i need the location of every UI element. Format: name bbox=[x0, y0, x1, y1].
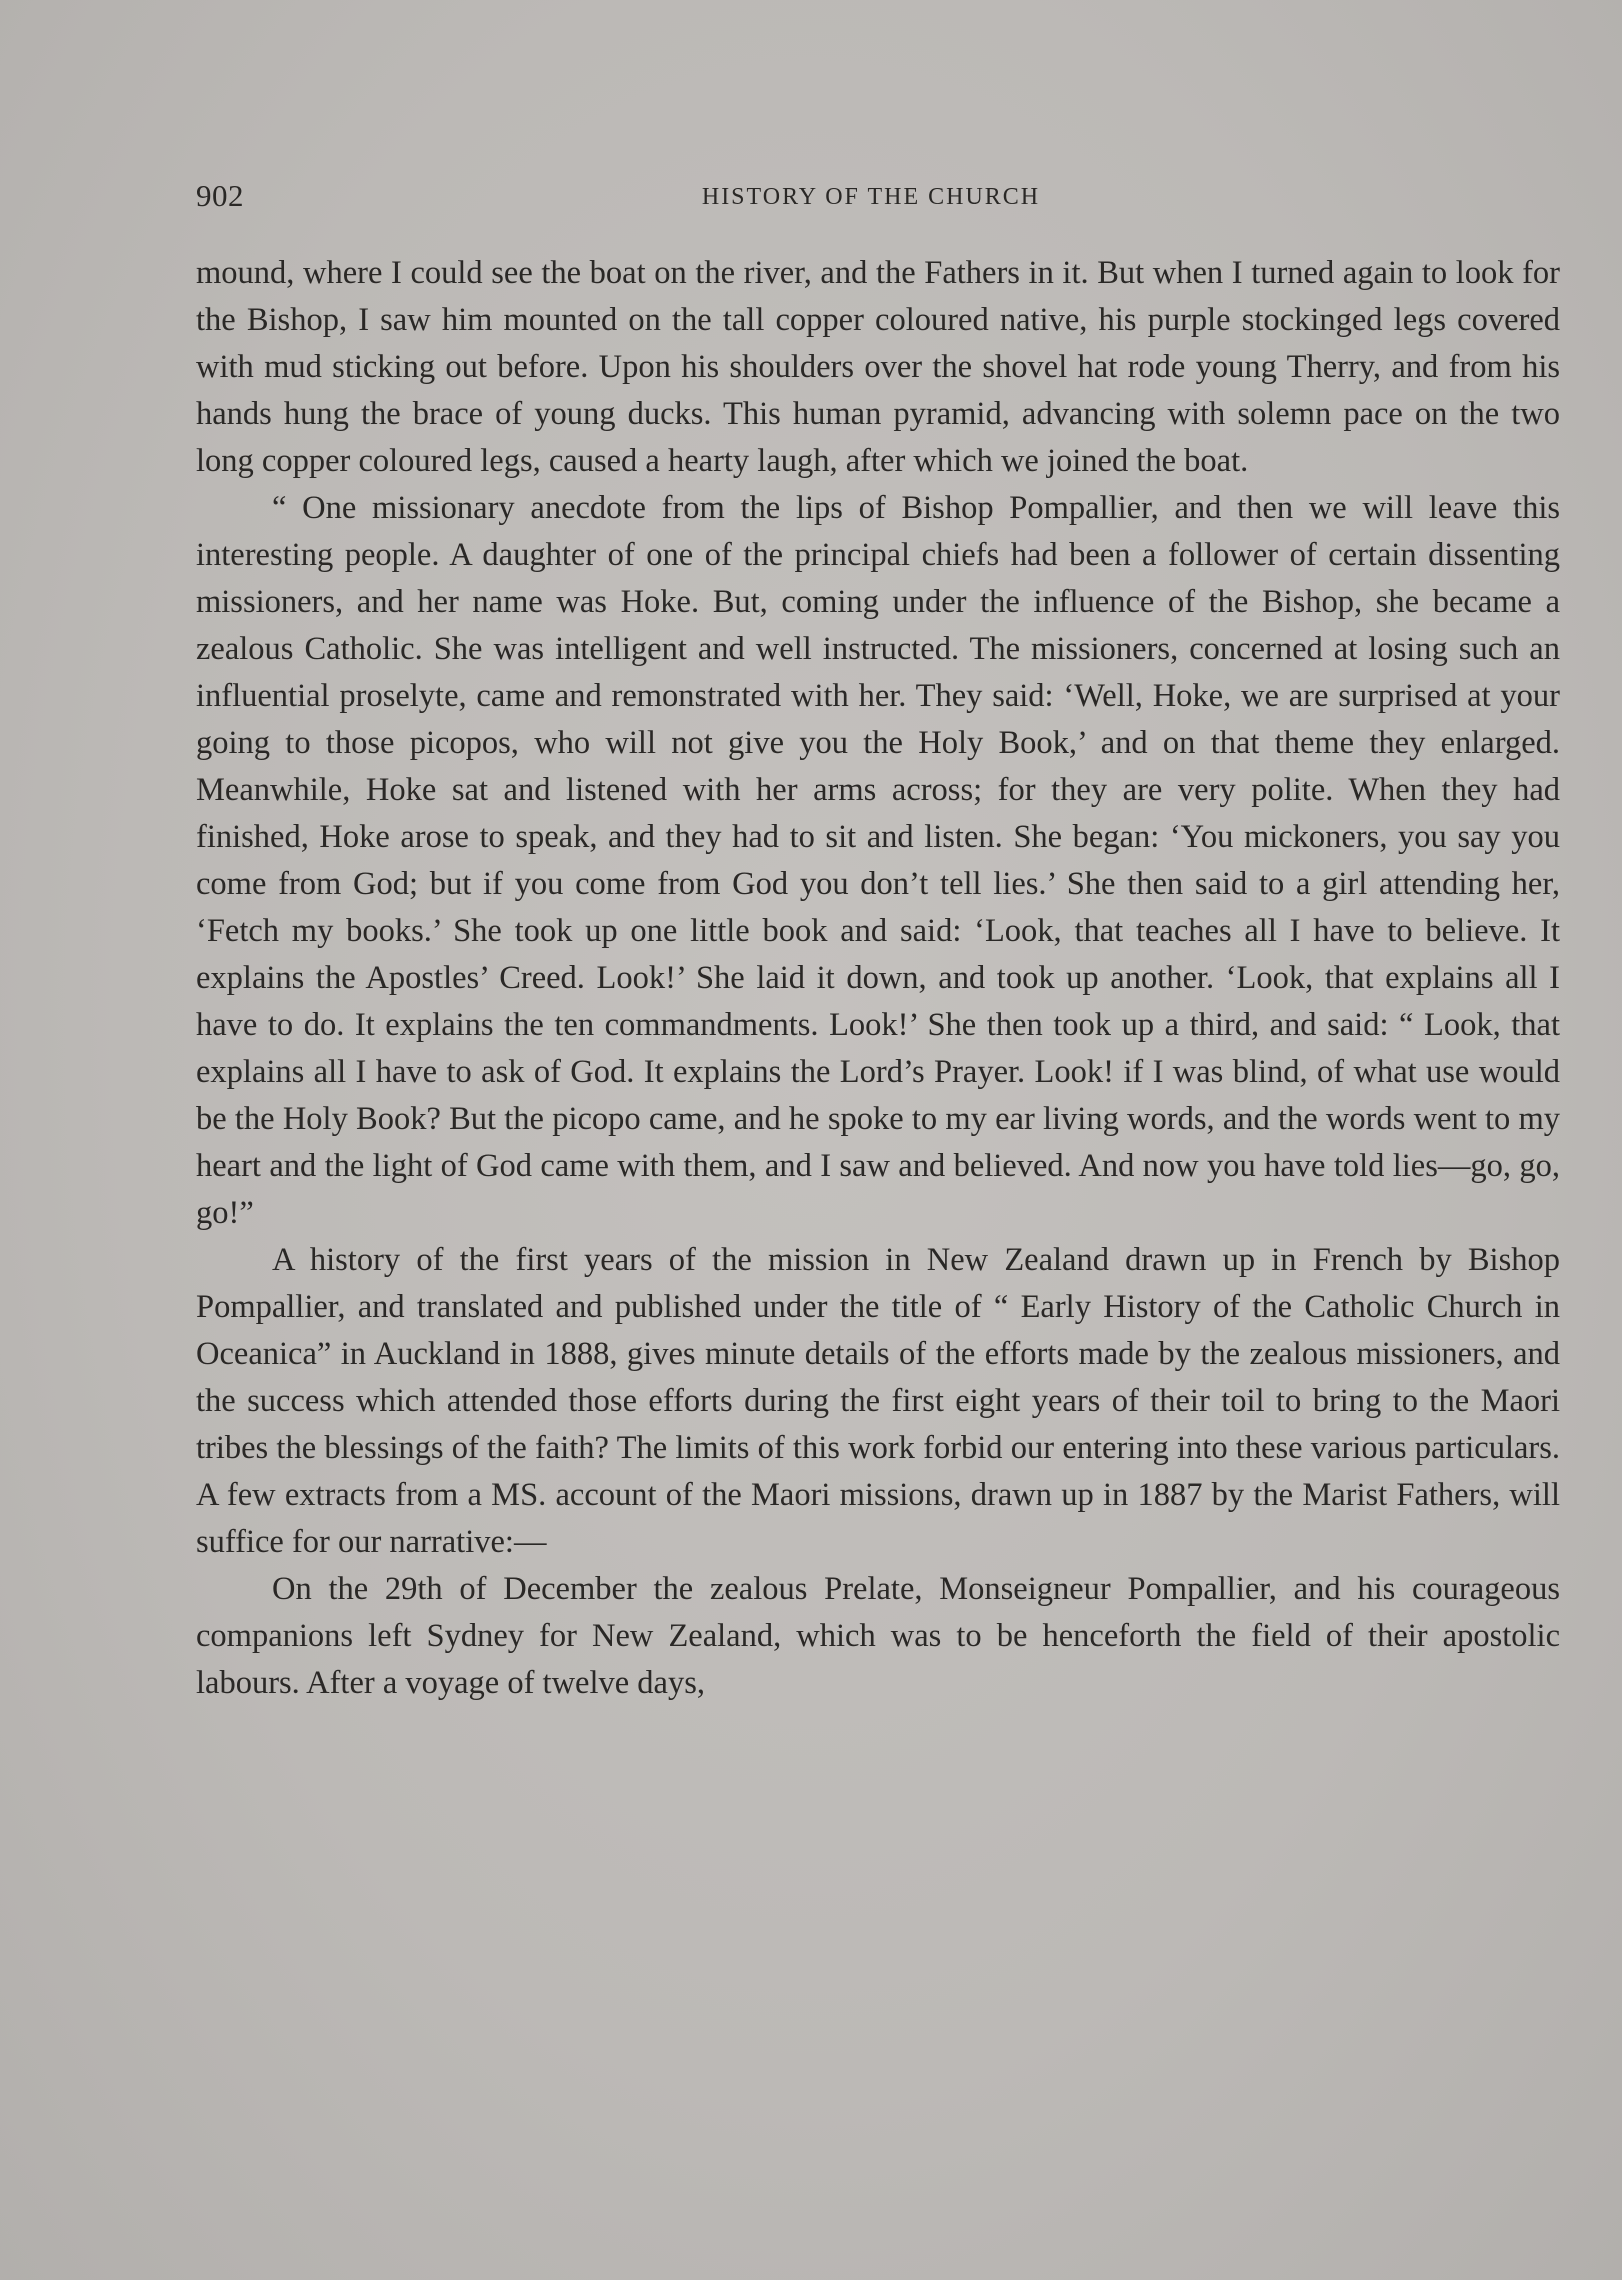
paragraph: mound, where I could see the boat on the river, and the Fathers in it. But when I turned again to look for the Bishop, I saw him mounted on the tall copper coloured native, his purple stockinged legs covered with mud sticking out before. Upon his shoulders over the shovel hat rode young Therry, and from his hands hung the brace of young ducks. This human pyramid, advancing with solemn pace on the two long copper coloured legs, caused a hearty laugh, after which we joined the boat. bbox=[196, 255, 1560, 479]
paragraph: A history of the first years of the mission in New Zealand drawn up in French by Bishop Pompallier, and translated and published under the title of “ Early History of the Catholic Church in Oceanica” in Auckland in 1888, gives minute details of the efforts made by the zealous missioners, and the success which attended those efforts during the first eight years of their toil to bring to the Maori tribes the blessings of the faith? The limits of this work forbid our entering into these various particulars. A few extracts from a MS. account of the Maori missions, drawn up in 1887 by the Marist Fathers, will suffice for our narrative:— bbox=[196, 1242, 1560, 1560]
paragraph: “ One missionary anecdote from the lips of Bishop Pompallier, and then we will leave this interesting people. A daughter of one of the principal chiefs had been a follower of certain dissenting missioners, and her name was Hoke. But, coming under the influence of the Bishop, she became a zealous Catholic. She was intelligent and well instructed. The missioners, concerned at losing such an influential proselyte, came and remonstrated with her. They said: ‘Well, Hoke, we are surprised at your going to those picopos, who will not give you the Holy Book,’ and on that theme they enlarged. Meanwhile, Hoke sat and listened with her arms across; for they are very polite. When they had finished, Hoke arose to speak, and they had to sit and listen. She began: ‘You mickoners, you say you come from God; but if you come from God you don’t tell lies.’ She then said to a girl attending her, ‘Fetch my books.’ She took up one little book and said: ‘Look, that teaches all I have to believe. It explains the Apostles’ Creed. Look!’ She laid it down, and took up another. ‘Look, that explains all I have to do. It explains the ten commandments. Look!’ She then took up a third, and said: “ Look, that explains all I have to ask of God. It explains the Lord’s Prayer. Look! if I was blind, of what use would be the Holy Book? But the picopo came, and he spoke to my ear living words, and the words went to my heart and the light of God came with them, and I saw and believed. And now you have told lies—go, go, go!” bbox=[196, 490, 1560, 1231]
page-number: 902 bbox=[196, 178, 244, 213]
body-text bbox=[196, 250, 1560, 1707]
page-header bbox=[196, 178, 1566, 218]
running-head: HISTORY OF THE CHURCH bbox=[701, 184, 1041, 210]
paragraph: On the 29th of December the zealous Prelate, Monseigneur Pompallier, and his courageous companions left Sydney for New Zealand, which was to be henceforth the field of their apostolic labours. After a voyage of twelve days, bbox=[196, 1571, 1560, 1701]
